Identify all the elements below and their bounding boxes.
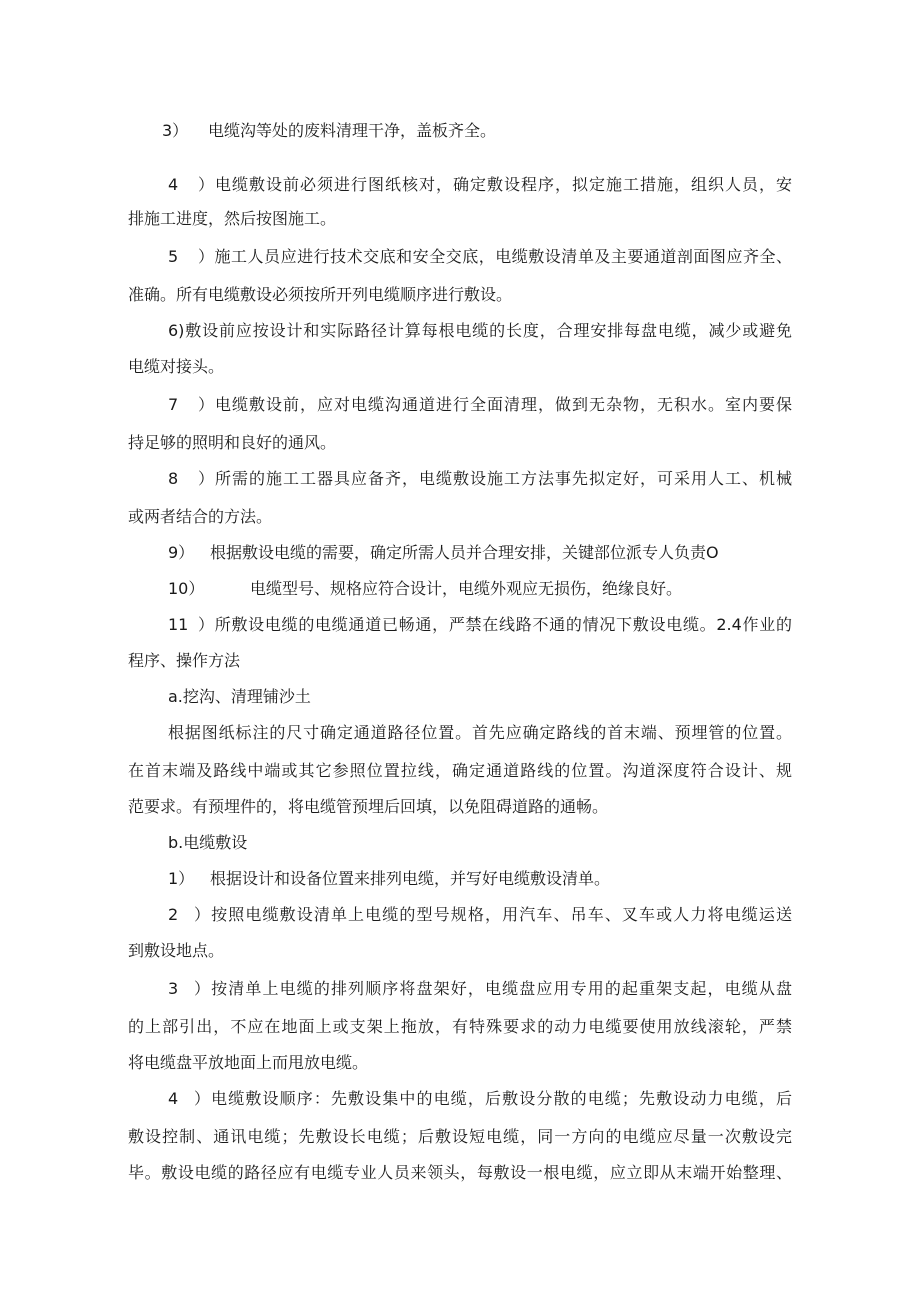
paragraph-line: 持足够的照明和良好的通风。 [128, 433, 337, 452]
item-number: 5） [168, 247, 214, 266]
line-text: 所需的施工工器具应备齐，电缆敷设施工方法事先拟定好，可采用人工、机械 [214, 469, 792, 488]
paragraph-line: 程序、操作方法 [128, 651, 241, 670]
line-text: 电缆型号、规格应符合设计，电缆外观应无损伤，绝缘良好。 [250, 579, 683, 598]
line-text: 电缆沟等处的废料清理干净，盖板齐全。 [208, 121, 497, 140]
paragraph-line: 的上部引出，不应在地面上或支架上拖放，有特殊要求的动力电缆要使用放线滚轮，严禁 [128, 1017, 792, 1036]
paragraph-item-10-first [168, 578, 682, 600]
item-number: 4） [168, 175, 214, 194]
item-number: 10） [168, 579, 205, 598]
section-heading-a: a.挖沟、清理铺沙土 [168, 687, 311, 706]
paragraph-line: 在首末端及路线中端或其它参照位置拉线，确定通道路线的位置。沟道深度符合设计、规 [128, 761, 792, 780]
item-number: 4） [168, 1089, 210, 1108]
body-paragraph-first: 根据图纸标注的尺寸确定通道路径位置。首先应确定路线的首末端、预埋管的位置。 [168, 723, 792, 742]
paragraph-line: 电缆对接头。 [128, 357, 225, 376]
item-number: 8） [168, 469, 214, 488]
paragraph-item-8-first [168, 468, 792, 490]
paragraph-item-3-first [162, 120, 496, 142]
line-text: 根据敷设电缆的需要，确定所需人员并合理安排，关键部位派专人负责O [210, 543, 719, 562]
paragraph-item-b4-first [168, 1088, 792, 1110]
line-text: 施工人员应进行技术交底和安全交底，电缆敷设清单及主要通道剖面图应齐全、 [214, 247, 792, 266]
paragraph-item-11-first [168, 614, 792, 636]
item-number: 1） [168, 869, 195, 888]
paragraph-line: 或两者结合的方法。 [128, 507, 273, 526]
section-heading-b: b.电缆敷设 [168, 833, 248, 852]
paragraph-line: 敷设控制、通讯电缆；先敷设长电缆；后敷设短电缆，同一方向的电缆应尽量一次敷设完 [128, 1127, 792, 1146]
paragraph-item-5-first [168, 246, 792, 268]
item-number: 2） [168, 905, 210, 924]
item-number: 3） [162, 121, 189, 140]
paragraph-item-4-first [168, 174, 792, 196]
paragraph-line: 毕。敷设电缆的路径应有电缆专业人员来领头，每敷设一根电缆，应立即从末端开始整理、 [128, 1163, 792, 1182]
line-text: 按清单上电缆的排列顺序将盘架好，电缆盘应用专用的起重架支起，电缆从盘 [210, 979, 792, 998]
paragraph-line: 准确。所有电缆敷设必须按所开列电缆顺序进行敷设。 [128, 285, 513, 304]
item-number: 3） [168, 979, 210, 998]
line-text: 根据设计和设备位置来排列电缆，并写好电缆敷设清单。 [210, 869, 611, 888]
paragraph-item-b3-first [168, 978, 792, 1000]
line-text: 所敷设电缆的电缆通道已畅通，严禁在线路不通的情况下敷设电缆。2.4作业的 [214, 615, 792, 634]
paragraph-line: 范要求。有预埋件的，将电缆管预埋后回填，以免阻碍道路的通畅。 [128, 797, 609, 816]
paragraph-item-b2-first [168, 904, 792, 926]
paragraph-line: 排施工进度，然后按图施工。 [128, 209, 337, 228]
paragraph-item-7-first [168, 394, 792, 416]
item-number: 11） [168, 615, 214, 634]
paragraph-item-6-first: 6)敷设前应按设计和实际路径计算每根电缆的长度，合理安排每盘电缆，减少或避免 [168, 321, 792, 340]
line-text: 电缆敷设前必须进行图纸核对，确定敷设程序，拟定施工措施，组织人员，安 [214, 175, 792, 194]
line-text: 电缆敷设顺序：先敷设集中的电缆，后敷设分散的电缆；先敷设动力电缆，后 [210, 1089, 792, 1108]
paragraph-item-b1-first [168, 868, 610, 890]
line-text: 电缆敷设前，应对电缆沟通道进行全面清理，做到无杂物，无积水。室内要保 [214, 395, 792, 414]
item-number: 7） [168, 395, 214, 414]
item-number: 9） [168, 543, 195, 562]
paragraph-line: 将电缆盘平放地面上而甩放电缆。 [128, 1053, 369, 1072]
line-text: 按照电缆敷设清单上电缆的型号规格，用汽车、吊车、叉车或人力将电缆运送 [210, 905, 792, 924]
paragraph-line: 到敷设地点。 [128, 941, 225, 960]
paragraph-item-9-first [168, 542, 719, 564]
